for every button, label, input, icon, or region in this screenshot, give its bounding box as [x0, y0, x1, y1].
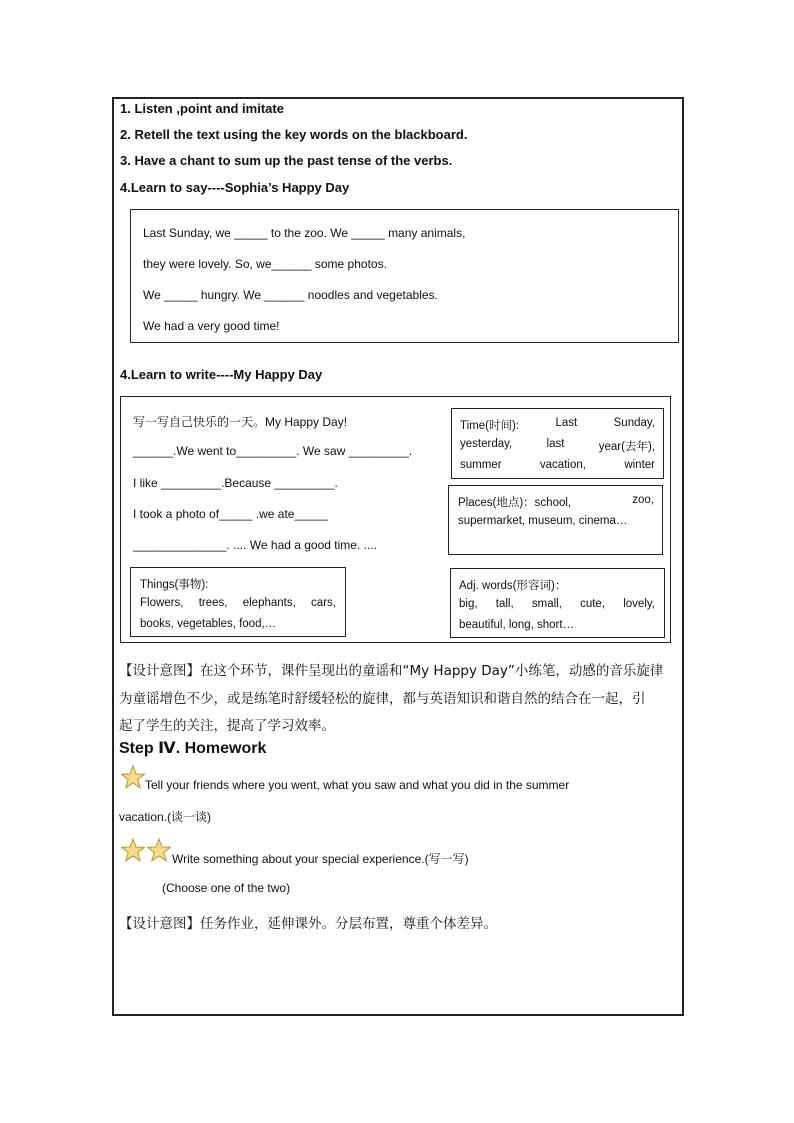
star-icon [121, 765, 145, 789]
homework-task-1-line-2: vacation.(谈一谈) [119, 810, 212, 824]
design-intent-1-line-1: 【设计意图】在这个环节，课件呈现出的童谣和“My Happy Day”小练笔，动感的音乐旋律 [119, 663, 664, 679]
time-row-2 [460, 438, 655, 454]
things-word: trees, [198, 597, 228, 609]
time-word: Last [555, 417, 578, 429]
say-line-3: We _____ hungry. We ______ noodles and vegetables. [143, 288, 438, 302]
design-intent-2: 【设计意图】任务作业，延伸课外。分层布置，尊重个体差异。 [119, 916, 497, 932]
step-2: 2. Retell the text using the key words on the blackboard. [120, 127, 468, 142]
things-word: Flowers, [140, 597, 184, 609]
say-box [130, 209, 679, 343]
time-word: summer [460, 459, 502, 471]
time-row-1 [460, 417, 655, 433]
homework-title: Step Ⅳ. Homework [119, 740, 267, 757]
adj-word: cute, [580, 598, 606, 610]
design-intent-1-line-2: 为童谣增色不少，或是练笔时舒缓轻松的旋律，都与英语知识和谐自然的结合在一起，引 [119, 691, 646, 707]
adj-title: Adj. words(形容词)： [459, 580, 567, 592]
adj-word: big, [459, 598, 478, 610]
time-word: Sunday, [613, 417, 655, 429]
time-word: winter [624, 459, 655, 471]
write-line-1: 写一写自己快乐的一天。My Happy Day! [133, 415, 348, 429]
places-label: Places(地点)：school, [458, 497, 572, 509]
things-word: cars, [311, 597, 336, 609]
adj-box [450, 568, 665, 638]
time-word: year(去年), [598, 441, 655, 453]
step-4-say-title: 4.Learn to say----Sophia’s Happy Day [120, 180, 350, 195]
adj-row-1 [459, 598, 655, 610]
say-line-1: Last Sunday, we _____ to the zoo. We _____ many animals, [143, 226, 466, 240]
adj-word: tall, [495, 598, 514, 610]
say-line-2: they were lovely. So, we______ some photos. [143, 257, 387, 271]
places-row-1 [458, 494, 654, 510]
places-row-2: supermarket, museum, cinema… [458, 515, 628, 527]
time-label: Time(时间): [460, 420, 519, 432]
time-box [451, 408, 664, 479]
write-line-5: ______________. .... We had a good time. .... [133, 538, 377, 552]
star-icon [121, 838, 145, 862]
things-row-2: books, vegetables, food,… [140, 618, 277, 630]
time-word: last [546, 438, 565, 450]
things-title: Things(事物): [140, 579, 209, 591]
time-word: vacation, [539, 459, 586, 471]
write-line-3: I like _________.Because _________. [133, 476, 338, 490]
homework-task-1-line-1: Tell your friends where you went, what you saw and what you did in the summer [145, 778, 570, 792]
things-word: elephants, [242, 597, 296, 609]
write-line-2: ______.We went to_________. We saw _________. [133, 444, 413, 458]
things-row-1 [140, 597, 336, 609]
write-line-4: I took a photo of_____ .we ate_____ [133, 507, 328, 521]
places-word: zoo, [632, 494, 654, 506]
say-line-4: We had a very good time! [143, 319, 280, 333]
adj-word: lovely, [623, 598, 655, 610]
things-box [130, 567, 346, 637]
adj-word: small, [531, 598, 562, 610]
step-1: 1. Listen ,point and imitate [120, 101, 284, 116]
time-word: yesterday, [460, 438, 513, 450]
write-title: 4.Learn to write----My Happy Day [120, 367, 323, 382]
step-3: 3. Have a chant to sum up the past tense of the verbs. [120, 153, 453, 168]
homework-choose-note: (Choose one of the two) [162, 881, 291, 895]
time-row-3 [460, 459, 655, 471]
star-icon [147, 838, 171, 862]
homework-task-2: Write something about your special experience.(写一写) [172, 852, 469, 866]
adj-row-2: beautiful, long, short… [459, 619, 575, 631]
design-intent-1-line-3: 起了学生的关注，提高了学习效率。 [119, 718, 335, 734]
places-box [448, 485, 663, 555]
